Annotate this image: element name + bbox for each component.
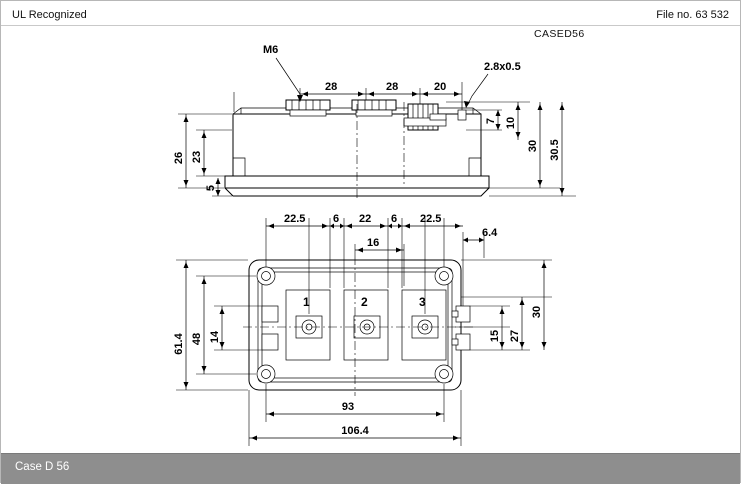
top-dim-6b: 6	[391, 213, 398, 225]
top-dim-22-5b: 22.5	[420, 213, 442, 225]
side-view	[173, 44, 576, 200]
top-dim-15: 15	[489, 329, 501, 343]
side-dim-28b: 28	[386, 81, 399, 93]
top-dim-22: 22	[359, 213, 372, 225]
side-dim-30-5: 30.5	[549, 139, 561, 161]
side-dim-23: 23	[191, 150, 203, 164]
file-number-label: File no. 63 532	[656, 9, 729, 21]
ul-recognized-label: UL Recognized	[12, 9, 87, 21]
top-dim-6-4: 6.4	[482, 227, 498, 239]
top-view	[173, 213, 552, 446]
top-dim-14: 14	[209, 330, 221, 344]
m6-label: M6	[263, 44, 279, 56]
outline-drawing	[0, 18, 743, 458]
case-name-label: Case D 56	[15, 461, 70, 473]
top-dim-48: 48	[191, 332, 203, 346]
pin-label-2: 2	[361, 295, 368, 309]
top-dim-30-top: 30	[531, 305, 543, 319]
top-dim-6a: 6	[333, 213, 340, 225]
side-dim-30: 30	[527, 139, 539, 153]
top-dim-61-4: 61.4	[173, 333, 185, 355]
pin-label-1: 1	[303, 295, 310, 309]
footer-bar	[1, 453, 740, 484]
pin-label-3: 3	[419, 295, 426, 309]
side-dim-10: 10	[505, 116, 517, 130]
side-dim-28a: 28	[325, 81, 338, 93]
side-dim-20: 20	[434, 81, 447, 93]
thread-note-label: 2.8x0.5	[484, 61, 521, 73]
side-dim-26: 26	[173, 151, 185, 165]
top-dim-22-5a: 22.5	[284, 213, 306, 225]
top-dim-16: 16	[367, 237, 380, 249]
case-code-label: CASED56	[534, 28, 585, 40]
side-dim-5: 5	[205, 184, 217, 192]
bottom-dim-93: 93	[341, 401, 355, 413]
bottom-dim-106-4: 106.4	[341, 425, 369, 437]
top-dim-27: 27	[509, 329, 521, 343]
side-dim-7: 7	[485, 117, 497, 125]
